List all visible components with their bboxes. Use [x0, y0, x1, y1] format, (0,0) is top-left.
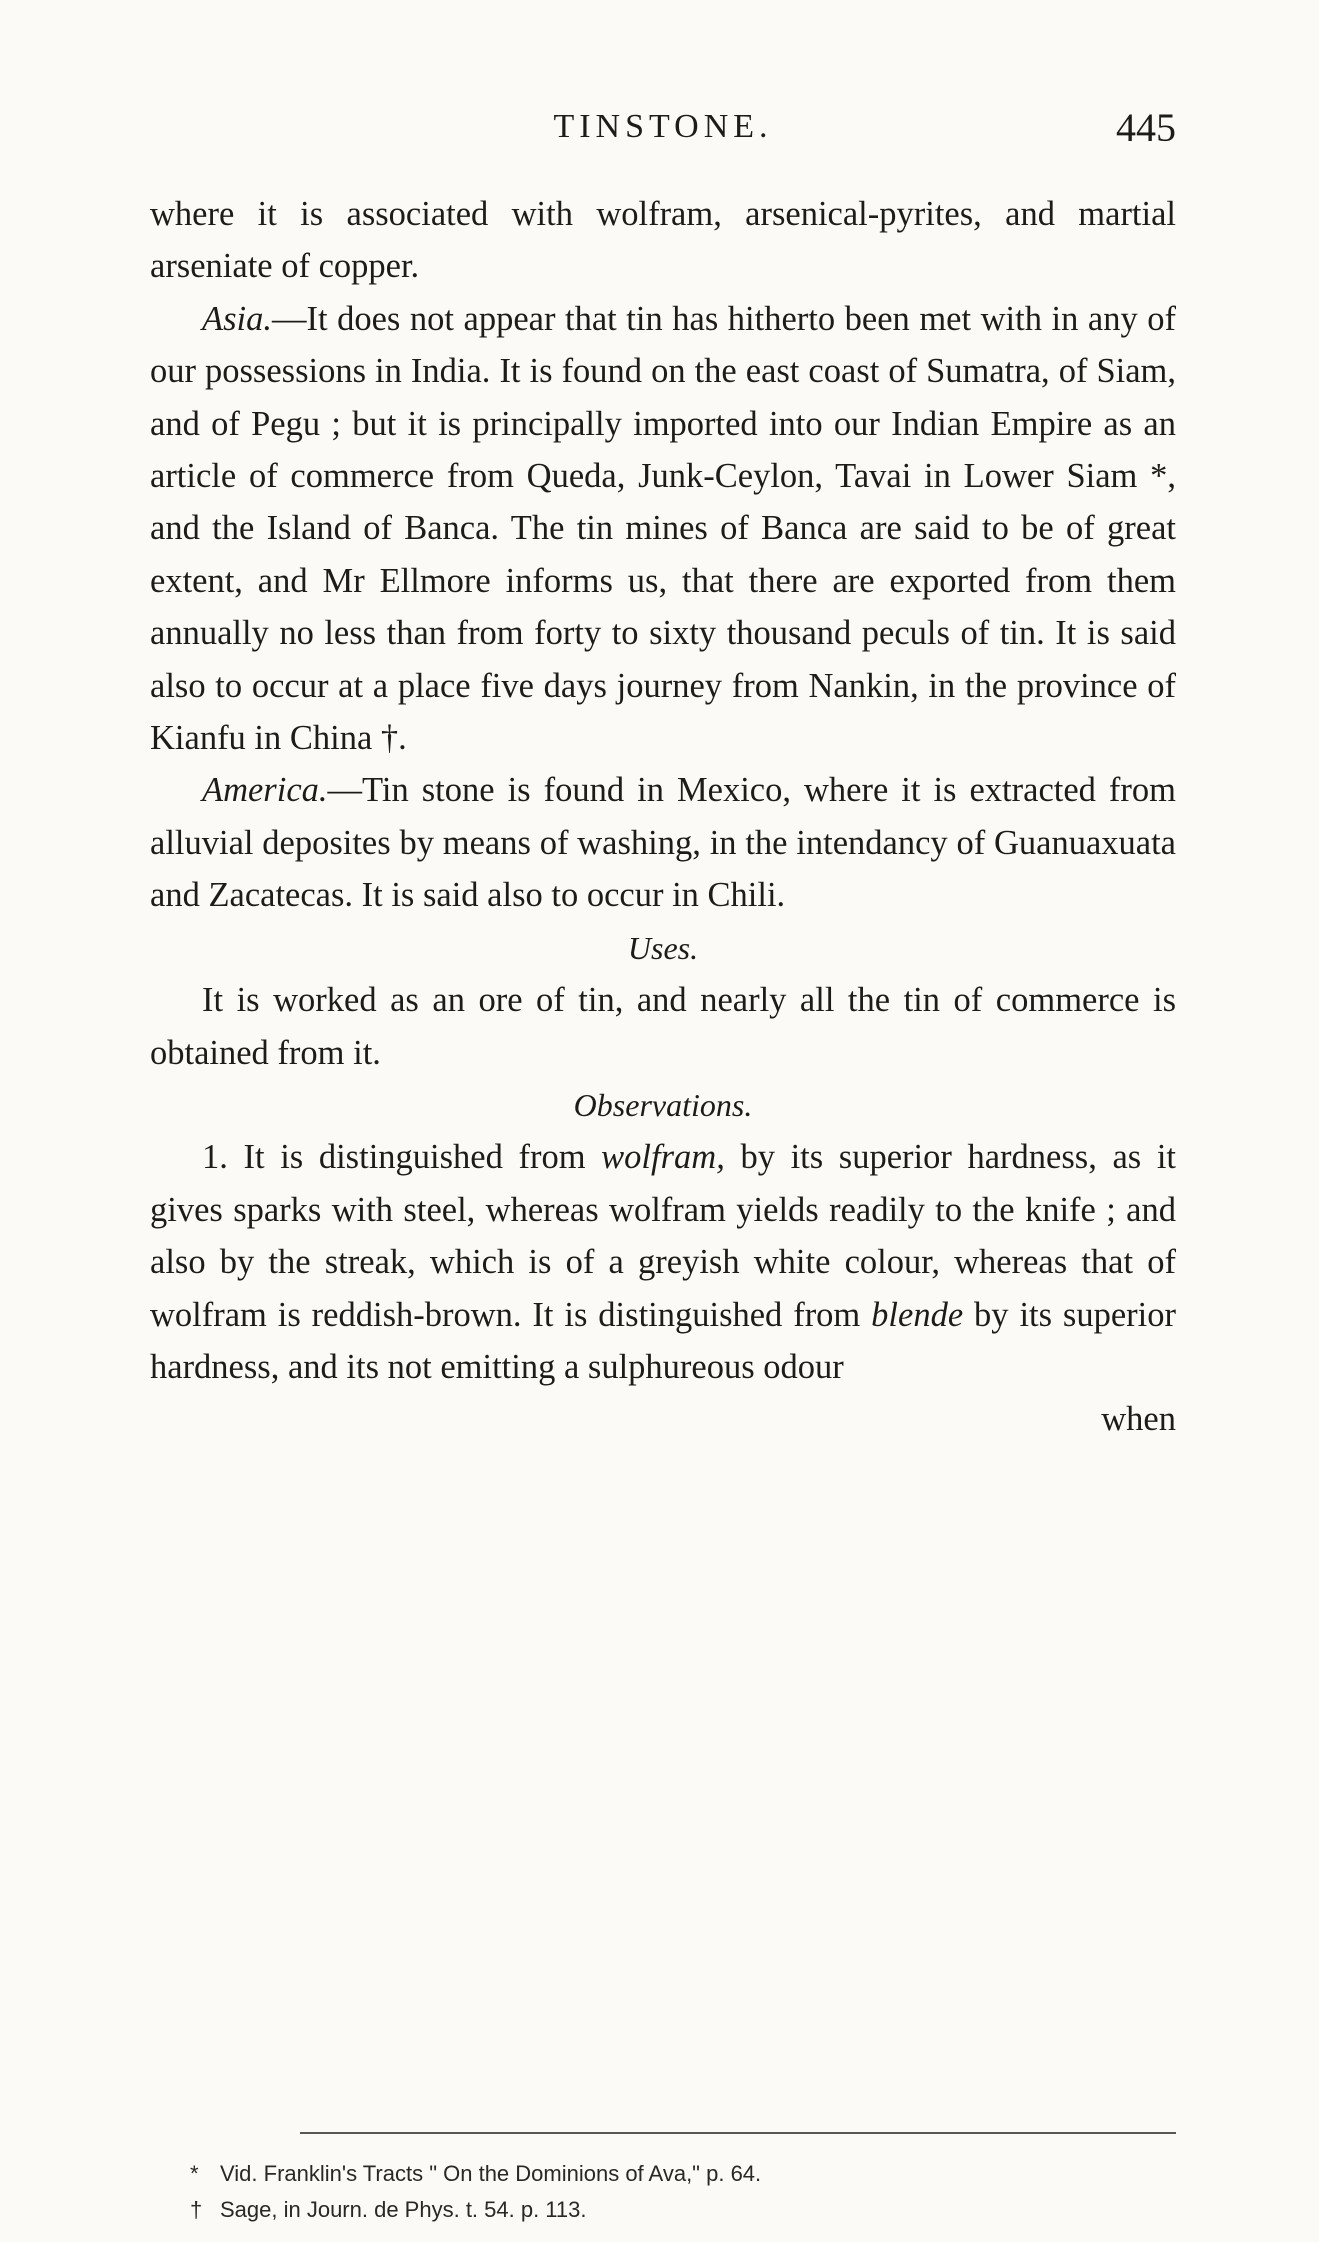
- asia-label: Asia.: [202, 299, 272, 338]
- asia-text: —It does not appear that tin has hitherto been met with in any of our possessions in India. It is found on the east coast of Sumatra, of Siam, and of Pegu ; but it is principally imported into our Indian Empire as an article of commerce from Queda, Junk-Ceylon, Tavai in Lower Siam *, and the Island of Banca. The tin mines of Banca are said to be of great extent, and Mr Ellmore informs us, that there are exported from them annually no less than from forty to sixty thousand peculs of tin. It is said also to occur at a place five days journey from Nankin, in the province of Kianfu in China †.: [150, 299, 1176, 758]
- uses-paragraph: It is worked as an ore of tin, and nearly all the tin of commerce is obtained from it.: [150, 981, 1176, 1072]
- paragraph-asia: [150, 293, 1176, 765]
- page-header: [150, 105, 1176, 158]
- footnotes: [190, 2156, 1176, 2228]
- uses-heading: Uses.: [627, 929, 699, 966]
- footnote: [190, 2156, 1176, 2192]
- america-label: America.: [202, 771, 328, 810]
- footnote-mark: *: [190, 2161, 199, 2186]
- paragraph-continuation: where it is associated with wolfram, arsenical-pyrites, and martial arseniate of copper.: [150, 195, 1176, 286]
- page-number: 445: [1116, 105, 1176, 150]
- body-text: [150, 188, 1176, 1446]
- observations-paragraph: [150, 1131, 1176, 1393]
- footnote: [190, 2192, 1176, 2228]
- footnote-text: Sage, in Journ. de Phys. t. 54. p. 113.: [220, 2197, 587, 2222]
- observations-text-1: 1. It is distinguished from: [202, 1138, 602, 1177]
- running-title: TINSTONE.: [553, 108, 773, 145]
- catchword: when: [1101, 1400, 1176, 1439]
- paragraph-america: [150, 764, 1176, 921]
- observations-text-3: by its superior hardness, and its not emitting a sulphureous odour: [150, 1295, 1176, 1386]
- footnote-text: Vid. Franklin's Tracts " On the Dominions of Ava," p. 64.: [220, 2161, 762, 2186]
- footnote-rule: [300, 2132, 1176, 2134]
- footnote-mark: †: [190, 2197, 203, 2222]
- term-blende: blende: [871, 1295, 964, 1334]
- observations-heading: Observations.: [573, 1086, 753, 1123]
- america-text: —Tin stone is found in Mexico, where it is extracted from alluvial deposites by means of washing, in the intendancy of Guanuaxuata and Zacatecas. It is said also to occur in Chili.: [150, 771, 1176, 915]
- observations-text-2: by its superior hardness, as it gives sparks with steel, whereas wolfram yields readily to the knife ; and also by the streak, which is of a greyish white colour, whereas that of wolfram is reddish-brown. It is distinguished from: [150, 1138, 1176, 1334]
- term-wolfram: wolfram,: [601, 1138, 725, 1177]
